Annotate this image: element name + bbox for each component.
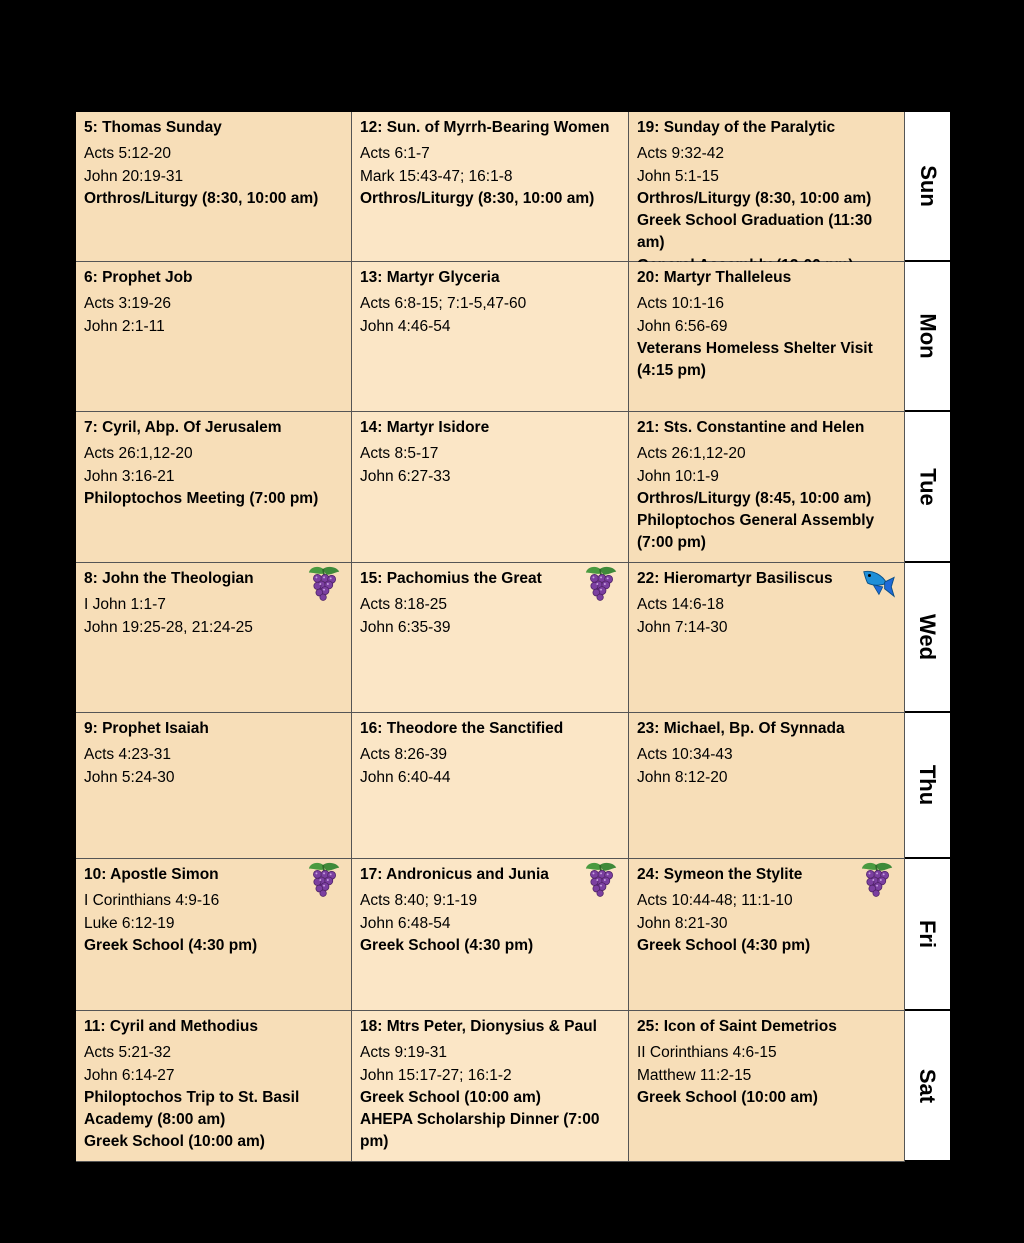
scripture-reading: Acts 9:19-31	[360, 1044, 448, 1062]
scripture-reading: Acts 10:1-16	[637, 295, 725, 313]
scripture-reading: Acts 26:1,12-20	[637, 445, 746, 463]
scripture-reading: Acts 6:1-7	[360, 145, 430, 163]
scripture-reading: John 6:14-27	[84, 1066, 175, 1084]
day-cell	[76, 1011, 352, 1162]
scripture-reading: John 3:16-21	[84, 467, 175, 485]
weekday-label-text: Mon	[915, 313, 941, 359]
scripture-reading: John 10:1-9	[637, 467, 719, 485]
day-title: 16: Theodore the Sanctified	[360, 720, 564, 737]
scripture-reading: John 4:46-54	[360, 317, 451, 335]
event-item: AHEPA Scholarship Dinner (7:00 pm)	[360, 1111, 600, 1151]
day-cell	[352, 859, 629, 1011]
event-item: Greek School (4:30 pm)	[84, 936, 258, 954]
event-item: Greek School Graduation (11:30 am)	[637, 212, 873, 252]
day-title: 15: Pachomius the Great	[360, 570, 542, 587]
scripture-reading: Acts 5:21-32	[84, 1044, 172, 1062]
event-item: Philoptochos General Assembly (7:00 pm)	[637, 512, 875, 552]
day-title: 20: Martyr Thalleleus	[637, 269, 792, 286]
day-title: 5: Thomas Sunday	[84, 119, 222, 136]
day-title: 17: Andronicus and Junia	[360, 866, 549, 883]
day-title: 22: Hieromartyr Basiliscus	[637, 570, 833, 587]
day-title: 21: Sts. Constantine and Helen	[637, 419, 865, 436]
event-item: Philoptochos Trip to St. Basil Academy (8:00 am)	[84, 1088, 300, 1129]
day-cell	[629, 859, 905, 1011]
day-title: 7: Cyril, Abp. Of Jerusalem	[84, 419, 282, 436]
scripture-reading: Acts 6:8-15; 7:1-5,47-60	[360, 295, 527, 313]
scripture-reading: Acts 4:23-31	[84, 746, 172, 764]
day-cell	[629, 112, 905, 262]
day-title: 9: Prophet Isaiah	[84, 720, 209, 737]
scripture-reading: Acts 3:19-26	[84, 295, 172, 313]
day-title: 12: Sun. of Myrrh-Bearing Women	[360, 119, 610, 136]
scripture-reading: John 7:14-30	[637, 618, 728, 636]
scripture-reading: Acts 8:26-39	[360, 746, 448, 764]
day-cell	[76, 713, 352, 859]
event-item: Orthros/Liturgy (8:30, 10:00 am)	[84, 189, 319, 207]
day-title: 24: Symeon the Stylite	[637, 866, 803, 883]
day-title: 19: Sunday of the Paralytic	[637, 119, 836, 136]
event-item: Greek School (10:00 am)	[360, 1088, 541, 1106]
event-item: Veterans Homeless Shelter Visit (4:15 pm)	[637, 339, 873, 380]
weekday-label	[905, 563, 950, 713]
weekday-label-text: Sat	[915, 1068, 941, 1103]
day-cell	[629, 563, 905, 713]
scripture-reading: Acts 10:44-48; 11:1-10	[637, 892, 793, 910]
day-cell	[352, 412, 629, 563]
day-cell	[352, 1011, 629, 1162]
day-cell	[76, 563, 352, 713]
day-title: 23: Michael, Bp. Of Synnada	[637, 720, 845, 737]
scripture-reading: Acts 26:1,12-20	[84, 445, 193, 463]
grapes-icon	[860, 862, 896, 898]
scripture-reading: Acts 8:5-17	[360, 445, 439, 463]
event-item: Greek School (4:30 pm)	[360, 936, 534, 954]
scripture-reading: Acts 10:34-43	[637, 746, 733, 764]
scripture-reading: John 19:25-28, 21:24-25	[84, 618, 253, 636]
weekday-label	[905, 1011, 950, 1162]
event-item: Orthros/Liturgy (8:30, 10:00 am)	[637, 189, 872, 207]
day-cell	[352, 112, 629, 262]
weekday-label	[905, 112, 950, 262]
scripture-reading: John 8:12-20	[637, 768, 728, 786]
grapes-icon	[584, 862, 620, 898]
scripture-reading: John 5:1-15	[637, 167, 719, 185]
scripture-reading: John 6:48-54	[360, 914, 451, 932]
weekday-label	[905, 859, 950, 1011]
weekday-label-text: Sun	[915, 165, 941, 207]
scripture-reading: Acts 5:12-20	[84, 145, 172, 163]
scripture-reading: John 6:56-69	[637, 317, 728, 335]
day-cell	[76, 859, 352, 1011]
day-cell	[629, 1011, 905, 1162]
scripture-reading: John 6:40-44	[360, 768, 451, 786]
weekday-label-text: Tue	[915, 467, 941, 506]
day-cell	[352, 262, 629, 412]
event-item: Greek School (10:00 am)	[637, 1088, 818, 1106]
scripture-reading: Acts 8:18-25	[360, 596, 448, 614]
scripture-reading: John 8:21-30	[637, 914, 728, 932]
grapes-icon	[584, 566, 620, 602]
scripture-reading: John 6:35-39	[360, 618, 451, 636]
grapes-icon	[307, 566, 343, 602]
day-title: 11: Cyril and Methodius	[84, 1018, 258, 1035]
day-title: 8: John the Theologian	[84, 570, 254, 587]
scripture-reading: John 6:27-33	[360, 467, 451, 485]
calendar-grid	[76, 112, 950, 1162]
day-title: 6: Prophet Job	[84, 269, 193, 286]
weekday-label-text: Wed	[915, 613, 941, 661]
day-title: 18: Mtrs Peter, Dionysius & Paul	[360, 1018, 597, 1035]
day-cell	[629, 412, 905, 563]
weekday-label	[905, 713, 950, 859]
scripture-reading: Mark 15:43-47; 16:1-8	[360, 167, 513, 185]
day-cell	[76, 112, 352, 262]
event-item: Greek School (10:00 am)	[84, 1133, 265, 1151]
weekday-label	[905, 412, 950, 563]
fish-icon	[860, 566, 896, 602]
scripture-reading: John 2:1-11	[84, 317, 165, 335]
day-cell	[76, 262, 352, 412]
scripture-reading: John 20:19-31	[84, 167, 184, 185]
scripture-reading: Acts 14:6-18	[637, 596, 725, 614]
weekday-label	[905, 262, 950, 412]
event-item: Orthros/Liturgy (8:30, 10:00 am)	[360, 189, 595, 207]
weekday-label-text: Fri	[915, 919, 941, 949]
scripture-reading: Acts 9:32-42	[637, 145, 725, 163]
scripture-reading: Acts 8:40; 9:1-19	[360, 892, 478, 910]
scripture-reading: John 5:24-30	[84, 768, 175, 786]
event-item: Orthros/Liturgy (8:45, 10:00 am)	[637, 489, 872, 507]
scripture-reading: Matthew 11:2-15	[637, 1066, 752, 1084]
day-title: 14: Martyr Isidore	[360, 419, 490, 436]
day-cell	[352, 563, 629, 713]
scripture-reading: I John 1:1-7	[84, 596, 166, 614]
day-title: 13: Martyr Glyceria	[360, 269, 500, 286]
scripture-reading: Luke 6:12-19	[84, 914, 175, 932]
day-cell	[352, 713, 629, 859]
event-item: Greek School (4:30 pm)	[637, 936, 811, 954]
day-cell	[629, 713, 905, 859]
day-cell	[76, 412, 352, 563]
scripture-reading: I Corinthians 4:9-16	[84, 892, 220, 910]
grapes-icon	[307, 862, 343, 898]
scripture-reading: John 15:17-27; 16:1-2	[360, 1066, 512, 1084]
scripture-reading: II Corinthians 4:6-15	[637, 1044, 777, 1062]
weekday-label-text: Thu	[915, 764, 941, 806]
day-title: 25: Icon of Saint Demetrios	[637, 1018, 837, 1035]
event-item: Philoptochos Meeting (7:00 pm)	[84, 489, 319, 507]
day-title: 10: Apostle Simon	[84, 866, 219, 883]
day-cell	[629, 262, 905, 412]
